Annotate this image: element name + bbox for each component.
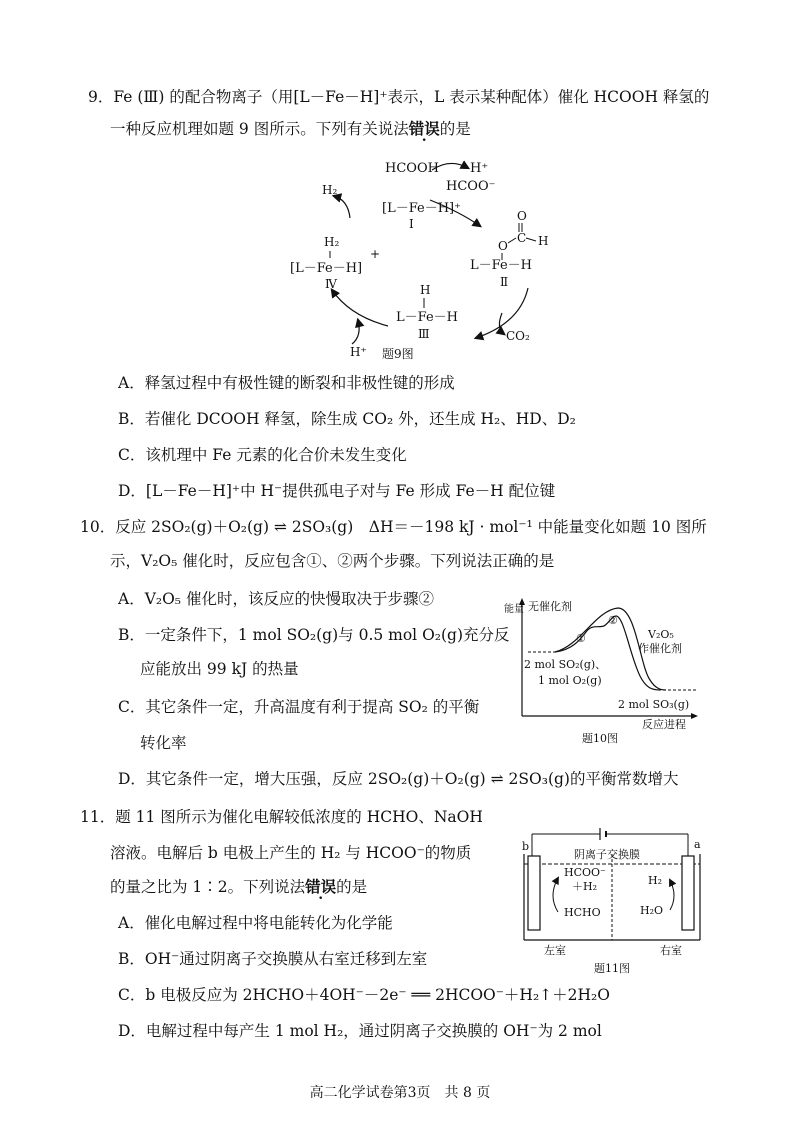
q11-hcoo-h2-2: ＋H₂ <box>572 880 598 893</box>
q9-option-b: B．若催化 DCOOH 释氢，除生成 CO₂ 外，还生成 H₂、HD、D₂ <box>118 410 576 428</box>
q9-emphasis: 错误 <box>408 119 440 138</box>
q10-option-b-line2: 应能放出 99 kJ 的热量 <box>140 660 299 678</box>
q9-hplus-bottom: H⁺ <box>350 345 367 359</box>
q9-arrow-co2 <box>499 313 504 334</box>
page-footer: 高二化学试卷第3页 共 8 页 <box>309 1085 491 1101</box>
q10-stem-line2: 示，V₂O₅ 催化时，反应包含①、②两个步骤。下列说法正确的是 <box>110 552 555 570</box>
q11-electrode-b-plate <box>528 856 540 930</box>
q11-electrode-b: b <box>522 840 530 853</box>
q9-caption: 题9图 <box>382 347 414 361</box>
q9-complex-III: L－Fe－H <box>396 310 458 325</box>
q10-no-catalyst: 无催化剂 <box>528 600 572 613</box>
q11-hcoo-h2-1: HCOO⁻ <box>564 866 606 879</box>
q9-o-left: O <box>498 239 508 253</box>
q9-arrow-III-IV <box>332 290 388 326</box>
q10-option-a: A．V₂O₅ 催化时，该反应的快慢取决于步骤② <box>118 590 434 608</box>
q10-product: 2 mol SO₃(g) <box>618 698 690 711</box>
q10-step2: ② <box>608 614 618 627</box>
q10-option-c-line1: C．其它条件一定，升高温度有利于提高 SO₂ 的平衡 <box>118 698 480 716</box>
q11-option-b: B．OH⁻通过阴离子交换膜从右室迁移到左室 <box>118 950 428 968</box>
q9-c: C <box>517 231 527 245</box>
q9-hcooh: HCOOH <box>385 161 439 176</box>
q11-left-room: 左室 <box>544 944 566 957</box>
q11-h2o: H₂O <box>640 904 664 917</box>
q9-arrow-hplus-in <box>352 320 359 344</box>
q10-ylabel-1: 能量 <box>504 604 524 615</box>
q9-label-III: Ⅲ <box>418 327 430 341</box>
q9-hplus-top: H⁺ <box>470 161 489 176</box>
q9-hcoo: HCOO⁻ <box>446 179 496 194</box>
q9-complex-IV: [L－Fe－H] <box>290 261 363 276</box>
q10-reactant-2: 1 mol O₂(g) <box>538 674 602 687</box>
q11-stem-line2: 溶液。电解后 b 电极上产生的 H₂ 与 HCOO⁻的物质 <box>110 844 472 862</box>
q9-h-III-top: H <box>420 283 431 297</box>
q11-electrolysis-figure <box>512 826 712 976</box>
q9-complex-I: [L－Fe－H]⁺ <box>382 201 461 216</box>
q10-xlabel: 反应进程 <box>642 718 686 731</box>
q9-stem-line1: 9．Fe (Ⅲ) 的配合物离子（用[L－Fe－H]⁺表示，L 表示某种配体）催化 HCOOH 释氢的 <box>88 88 710 106</box>
q9-stem-line2: 一种反应机理如题 9 图所示。下列有关说法错误的是 <box>110 119 471 138</box>
q9-h2-IV: H₂ <box>324 235 340 249</box>
q9-label-I: Ⅰ <box>409 217 414 231</box>
q10-step1: ① <box>576 632 586 645</box>
q9-label-IV: Ⅳ <box>325 277 337 291</box>
q9-o-top: O <box>517 209 527 223</box>
q11-right-room: 右室 <box>660 944 682 957</box>
q10-reactant-1: 2 mol SO₂(g)、 <box>524 658 607 671</box>
q11-caption: 题11图 <box>594 962 630 975</box>
q10-v2o5: V₂O₅ <box>648 628 674 641</box>
q11-electrode-a-plate <box>682 856 694 930</box>
q10-stem-line1: 10．反应 2SO₂(g)＋O₂(g) ⇌ 2SO₃(g) ΔH＝－198 kJ · mol⁻¹ 中能量变化如题 10 图所 <box>80 518 707 536</box>
q11-h2: H₂ <box>648 874 663 887</box>
q9-h-right: H <box>538 234 549 248</box>
q9-option-d: D．[L－Fe－H]⁺中 H⁻提供孤电子对与 Fe 形成 Fe－H 配位键 <box>118 482 556 500</box>
q11-stem-line1: 11．题 11 图所示为催化电解较低浓度的 HCHO、NaOH <box>80 808 483 826</box>
q9-label-II: Ⅱ <box>500 275 509 289</box>
q9-h2-top: H₂ <box>322 183 338 197</box>
q11-stem-line3: 的量之比为 1∶2。下列说法错误的是 <box>110 877 368 896</box>
q9-charge-IV: + <box>370 247 381 261</box>
q11-electrode-a: a <box>694 838 701 851</box>
q10-option-b-line1: B．一定条件下，1 mol SO₂(g)与 0.5 mol O₂(g)充分反 <box>118 626 510 644</box>
q11-option-c: C．b 电极反应为 2HCHO＋4OH⁻－2e⁻ ══ 2HCOO⁻＋H₂↑＋2H₂O <box>118 986 610 1004</box>
q11-option-a: A．催化电解过程中将电能转化为化学能 <box>118 914 393 932</box>
q9-option-a: A．释氢过程中有极性键的断裂和非极性键的形成 <box>118 374 455 392</box>
q10-option-c-line2: 转化率 <box>140 734 187 752</box>
q10-option-d: D．其它条件一定，增大压强，反应 2SO₂(g)＋O₂(g) ⇌ 2SO₃(g)的平衡常数增大 <box>118 770 679 788</box>
q9-figure <box>270 148 560 366</box>
q11-membrane-label: 阴离子交换膜 <box>574 848 640 861</box>
q10-as-catalyst: 作催化剂 <box>638 642 682 655</box>
q11-emphasis: 错误 <box>305 877 337 896</box>
q11-hcho: HCHO <box>564 906 601 919</box>
q9-co2: CO₂ <box>506 329 530 343</box>
q10-energy-diagram <box>500 596 700 744</box>
q9-complex-II: L－Fe－H <box>470 258 532 273</box>
q11-option-d: D．电解过程中每产生 1 mol H₂，通过阴离子交换膜的 OH⁻为 2 mol <box>118 1022 602 1040</box>
q9-arrow-h2-release <box>334 196 350 218</box>
q9-option-c: C．该机理中 Fe 元素的化合价未发生变化 <box>118 446 407 464</box>
q10-caption: 题10图 <box>582 732 618 744</box>
